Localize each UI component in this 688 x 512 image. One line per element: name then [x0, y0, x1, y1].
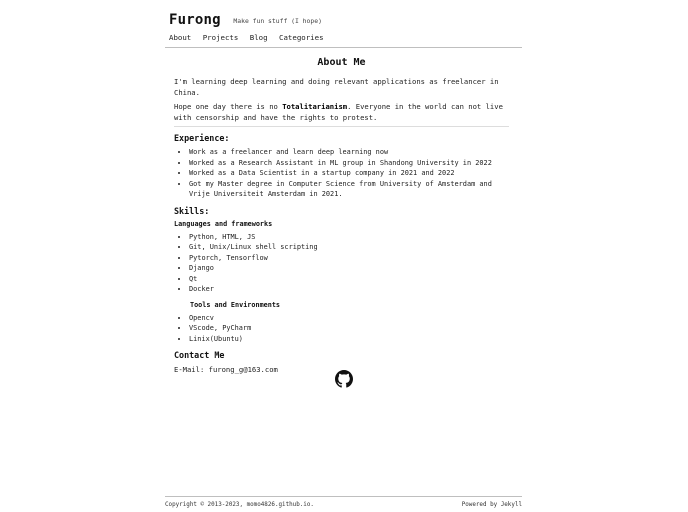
- nav-about[interactable]: About: [169, 33, 192, 42]
- list-item: • VScode, PyCharm: [189, 323, 509, 334]
- intro-bold-word: Totalitarianism: [282, 102, 348, 111]
- list-item: • Git, Unix/Linux shell scripting: [189, 242, 509, 253]
- site-tagline: Make fun stuff (I hope): [233, 17, 322, 25]
- site-title[interactable]: Furong: [169, 12, 221, 28]
- intro-text-after: . Everyone in the world can not live with censorship and have the rights to protest.: [174, 102, 503, 122]
- list-item: • Linix(Ubuntu): [189, 334, 509, 345]
- tools-heading: Tools and Environments: [190, 300, 281, 309]
- languages-list: [174, 232, 509, 295]
- site-footer: [165, 496, 522, 508]
- tools-list: [174, 313, 509, 345]
- list-item: • Opencv: [189, 313, 509, 324]
- list-item: • Docker: [189, 284, 509, 295]
- list-item: • Qt: [189, 274, 509, 285]
- list-item: • Pytorch, Tensorflow: [189, 253, 509, 264]
- list-item: • Got my Master degree in Computer Science from University of Amsterdam and Vrije Universiteit Amsterdam in 2021.: [189, 179, 509, 200]
- intro-text-before: Hope one day there is no: [174, 102, 283, 111]
- list-item: • Worked as a Data Scientist in a startup company in 2021 and 2022: [189, 168, 509, 179]
- github-icon[interactable]: [335, 370, 353, 388]
- list-item: • Python, HTML, JS: [189, 232, 509, 243]
- nav-blog[interactable]: Blog: [249, 33, 268, 42]
- languages-heading: Languages and frameworks: [174, 219, 273, 228]
- page-title: About Me: [317, 57, 366, 68]
- nav-projects[interactable]: Projects: [202, 33, 239, 42]
- intro-paragraph-2: [174, 101, 509, 123]
- footer-copyright: Copyright © 2013-2023, momo4826.github.io.: [165, 502, 314, 508]
- section-divider: [174, 126, 509, 127]
- intro-paragraph-1: I'm learning deep learning and doing relevant applications as freelancer in China.: [174, 77, 499, 97]
- skills-heading: Skills:: [174, 205, 210, 216]
- main-column: [165, 0, 522, 375]
- contact-heading: Contact Me: [174, 350, 225, 360]
- page-content: [165, 57, 522, 375]
- nav-categories[interactable]: Categories: [279, 33, 324, 42]
- list-item: • Work as a freelancer and learn deep learning now: [189, 147, 509, 158]
- footer-powered-by[interactable]: Powered by Jekyll: [461, 502, 522, 508]
- experience-heading: Experience:: [174, 133, 230, 143]
- experience-list: [174, 147, 509, 200]
- list-item: • Django: [189, 263, 509, 274]
- contact-email[interactable]: E-Mail: furong_g@163.com: [174, 365, 278, 374]
- top-nav: [169, 33, 522, 45]
- list-item: • Worked as a Research Assistant in ML group in Shandong University in 2022: [189, 158, 509, 169]
- github-icon-svg: [335, 370, 353, 388]
- header-divider: [165, 47, 522, 48]
- site-header: [165, 0, 522, 45]
